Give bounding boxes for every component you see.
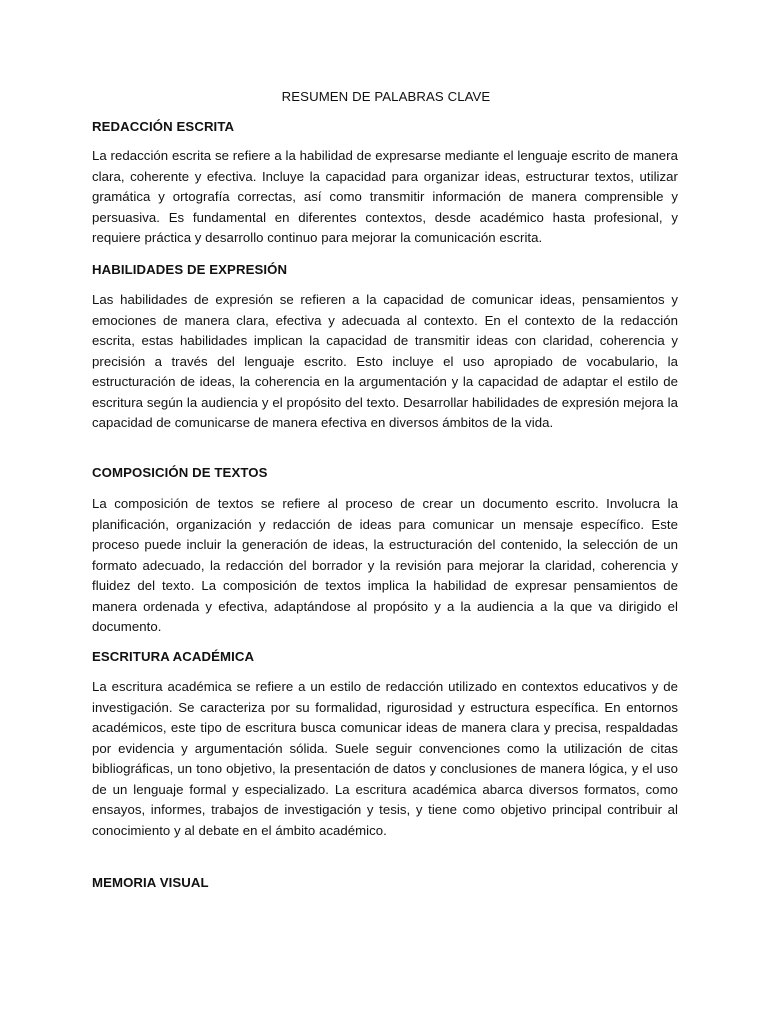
section-body-redaccion-escrita: La redacción escrita se refiere a la habilidad de expresarse mediante el lenguaje escrito de manera clara, coherente y efectiva. Incluye la capacidad para organizar ideas, estructurar textos, utilizar gramática y ortografía correctas, así como transmitir información de manera comprensible y persuasiva. Es fundamental en diferentes contextos, desde académico hasta profesional, y requiere práctica y desarrollo continuo para mejorar la comunicación escrita.: [92, 148, 678, 245]
section-heading-escritura-academica: ESCRITURA ACADÉMICA: [92, 649, 255, 664]
section-heading-redaccion-escrita: REDACCIÓN ESCRITA: [92, 119, 235, 134]
section-body-habilidades-de-expresion: Las habilidades de expresión se refieren a la capacidad de comunicar ideas, pensamientos y emociones de manera clara, efectiva y adecuada al contexto. En el contexto de la redacción escrita, estas habilidades implican la capacidad de transmitir ideas con claridad, coherencia y precisión a través del lenguaje escrito. Esto incluye el uso apropiado de vocabulario, la estructuración de ideas, la coherencia en la argumentación y la capacidad de adaptar el estilo de escritura según la audiencia y el propósito del texto. Desarrollar habilidades de expresión mejora la capacidad de comunicarse de manera efectiva en diversos ámbitos de la vida.: [92, 292, 678, 430]
page-title: RESUMEN DE PALABRAS CLAVE: [281, 89, 491, 104]
section-body-composicion-de-textos: La composición de textos se refiere al proceso de crear un documento escrito. Involucra la planificación, organización y redacción de ideas para comunicar un mensaje específico. Este proceso puede incluir la generación de ideas, la estructuración del contenido, la selección de un formato adecuado, la redacción del borrador y la revisión para mejorar la claridad, coherencia y fluidez del texto. La composición de textos implica la habilidad de expresar pensamientos de manera ordenada y efectiva, adaptándose al propósito y a la audiencia a la que va dirigido el documento.: [92, 496, 678, 634]
section-heading-habilidades-de-expresion: HABILIDADES DE EXPRESIÓN: [92, 262, 288, 277]
section-heading-composicion-de-textos: COMPOSICIÓN DE TEXTOS: [92, 465, 268, 480]
section-heading-memoria-visual: MEMORIA VISUAL: [92, 875, 209, 890]
section-body-escritura-academica: La escritura académica se refiere a un estilo de redacción utilizado en contextos educativos y de investigación. Se caracteriza por su formalidad, rigurosidad y estructura específica. En entornos académicos, este tipo de escritura busca comunicar ideas de manera clara y precisa, respaldadas por evidencia y argumentación sólida. Suele seguir convenciones como la utilización de citas bibliográficas, un tono objetivo, la presentación de datos y conclusiones de manera lógica, y el uso de un lenguaje formal y especializado. La escritura académica abarca diversos formatos, como ensayos, informes, trabajos de investigación y tesis, y tiene como objetivo principal contribuir al conocimiento y al debate en el ámbito académico.: [92, 679, 678, 838]
